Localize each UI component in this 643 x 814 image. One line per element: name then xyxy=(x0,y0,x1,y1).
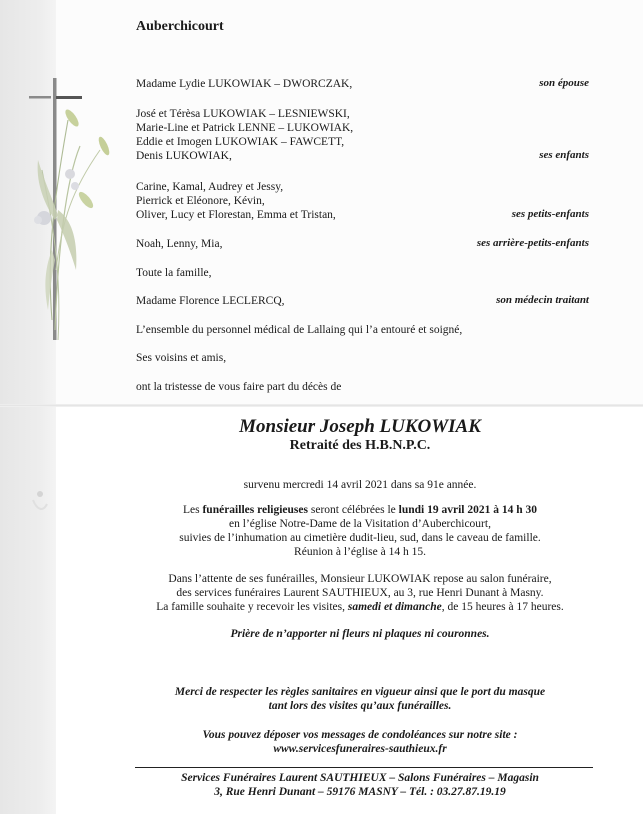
family-line: Oliver, Lucy et Florestan, Emma et Tristan, xyxy=(136,209,336,221)
family-line: Ses voisins et amis, xyxy=(136,352,227,364)
funeral-line-2: en l’église Notre-Dame de la Visitation d’Auberchicourt, xyxy=(229,518,491,530)
deceased-title: Retraité des H.B.N.P.C. xyxy=(289,438,431,453)
role-label: son médecin traitant xyxy=(496,294,589,306)
funeral-text: seront célébrées le xyxy=(307,504,399,516)
family-line: José et Térèsa LUKOWIAK – LESNIEWSKI, xyxy=(136,108,350,120)
family-line: Noah, Lenny, Mia, xyxy=(136,238,223,250)
sanitary-line-1: Merci de respecter les règles sanitaires en vigueur ainsi que le port du masque xyxy=(174,686,546,698)
family-line: ont la tristesse de vous faire part du décès de xyxy=(136,381,342,393)
role-label: ses enfants xyxy=(539,149,589,161)
role-label: son épouse xyxy=(539,77,589,89)
family-group-neighbours xyxy=(136,351,226,365)
family-group-grandchildren xyxy=(136,180,336,222)
visitation-text: , de 15 heures à 17 heures. xyxy=(441,601,564,613)
cross-with-wheat-icon xyxy=(22,70,112,345)
family-group-spouse xyxy=(136,77,352,91)
visitation-line-3 xyxy=(90,600,630,614)
condolences-line: Vous pouvez déposer vos messages de condoléances sur notre site : xyxy=(202,729,518,741)
family-line: Denis LUKOWIAK, xyxy=(136,150,232,162)
visitation-block xyxy=(90,572,630,614)
family-group-great-grandchildren xyxy=(136,237,222,251)
footer-divider xyxy=(135,767,593,768)
family-line: Eddie et Imogen LUKOWIAK – FAWCETT, xyxy=(136,136,345,148)
family-line: Madame Florence LECLERCQ, xyxy=(136,295,285,307)
visitation-text: La famille souhaite y recevoir les visites, xyxy=(156,601,348,613)
condolences-notice xyxy=(90,728,630,756)
funeral-text: Les xyxy=(182,504,203,516)
footer-line-2: 3, Rue Henri Dunant – 59176 MASNY – Tél. : 03.27.87.19.19 xyxy=(214,786,506,798)
family-group-medical-staff xyxy=(136,323,462,337)
family-line: Pierrick et Eléonore, Kévin, xyxy=(136,195,265,207)
family-line: Marie-Line et Patrick LENNE – LUKOWIAK, xyxy=(136,122,354,134)
funeral-block xyxy=(90,503,630,559)
footer-line-1: Services Funéraires Laurent SAUTHIEUX – Salons Funéraires – Magasin xyxy=(181,772,539,784)
footer xyxy=(90,771,630,799)
funeral-type: funérailles religieuses xyxy=(202,504,308,516)
family-group-doctor xyxy=(136,294,285,308)
family-group-children xyxy=(136,107,353,163)
website-link[interactable]: www.servicesfuneraires-sauthieux.fr xyxy=(273,743,447,755)
family-line: L’ensemble du personnel médical de Lallaing qui l’a entouré et soigné, xyxy=(136,324,463,336)
faint-smudge xyxy=(25,482,55,522)
announcement-line xyxy=(136,380,341,394)
family-line: Toute la famille, xyxy=(136,267,212,279)
sanitary-notice xyxy=(90,685,630,713)
visitation-days: samedi et dimanche xyxy=(347,601,442,613)
role-label: ses petits-enfants xyxy=(511,208,589,220)
funeral-line-1 xyxy=(90,503,630,517)
visitation-line-1: Dans l’attente de ses funérailles, Monsieur LUKOWIAK repose au salon funéraire, xyxy=(168,573,552,585)
flowers-request xyxy=(90,627,630,641)
family-group-whole-family xyxy=(136,266,212,280)
family-line: Carine, Kamal, Audrey et Jessy, xyxy=(136,181,284,193)
funeral-datetime: lundi 19 avril 2021 à 14 h 30 xyxy=(398,504,538,516)
death-notice-text: survenu mercredi 14 avril 2021 dans sa 91e année. xyxy=(243,479,477,491)
family-line: Madame Lydie LUKOWIAK – DWORCZAK, xyxy=(136,78,353,90)
funeral-line-4: Réunion à l’église à 14 h 15. xyxy=(294,546,426,558)
funeral-line-3: suivies de l’inhumation au cimetière dudit-lieu, sud, dans le caveau de famille. xyxy=(179,532,541,544)
death-notice xyxy=(90,478,630,492)
flowers-request-text: Prière de n’apporter ni fleurs ni plaques ni couronnes. xyxy=(230,628,490,640)
visitation-line-2: des services funéraires Laurent SAUTHIEUX, au 3, rue Henri Dunant à Masny. xyxy=(176,587,544,599)
deceased-name: Monsieur Joseph LUKOWIAK xyxy=(239,416,481,437)
deceased-block xyxy=(90,416,630,454)
sanitary-line-2: tant lors des visites qu’aux funérailles. xyxy=(268,700,452,712)
fold-line xyxy=(0,404,643,407)
role-label: ses arrière-petits-enfants xyxy=(476,237,589,249)
city-heading: Auberchicourt xyxy=(136,19,224,34)
